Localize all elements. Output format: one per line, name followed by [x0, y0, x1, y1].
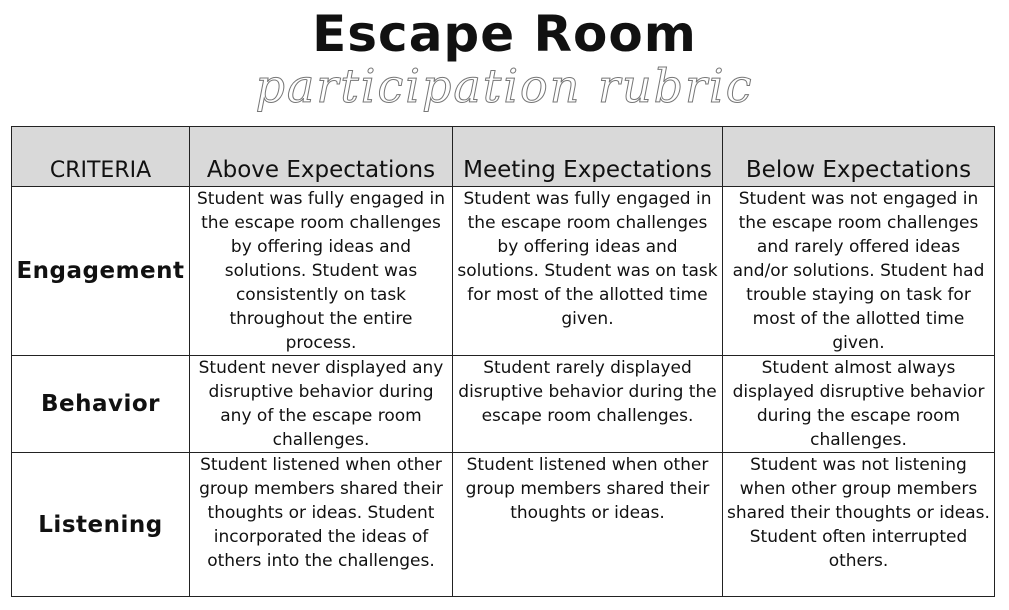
page-subtitle: participation rubric — [255, 59, 754, 113]
criteria-listening: Listening — [12, 453, 190, 597]
header-row — [12, 127, 995, 187]
cell-below: Student almost always displayed disruptive behavior during the escape room challenges. — [723, 356, 995, 453]
table-row — [12, 453, 995, 597]
cell-meeting: Student rarely displayed disruptive behavior during the escape room challenges. — [453, 356, 723, 453]
cell-meeting: Student was fully engaged in the escape room challenges by offering ideas and solutions. Student was on task for most of the allotted time given. — [453, 187, 723, 356]
cell-below: Student was not listening when other group members shared their thoughts or ideas. Student often interrupted others. — [723, 453, 995, 597]
header-below-expectations: Below Expectations — [723, 127, 995, 187]
criteria-behavior: Behavior — [12, 356, 190, 453]
cell-below: Student was not engaged in the escape room challenges and rarely offered ideas and/or solutions. Student had trouble staying on task for most of the allotted time given. — [723, 187, 995, 356]
header-criteria: CRITERIA — [12, 127, 190, 187]
cell-meeting: Student listened when other group members shared their thoughts or ideas. — [453, 453, 723, 597]
table-row — [12, 187, 995, 356]
cell-above: Student was fully engaged in the escape room challenges by offering ideas and solutions. Student was consistently on task throughout the entire process. — [190, 187, 453, 356]
header-meeting-expectations: Meeting Expectations — [453, 127, 723, 187]
rubric-table — [11, 126, 995, 597]
rubric-header — [12, 127, 995, 187]
header-above-expectations: Above Expectations — [190, 127, 453, 187]
cell-above: Student never displayed any disruptive behavior during any of the escape room challenges. — [190, 356, 453, 453]
table-row — [12, 356, 995, 453]
cell-above: Student listened when other group members shared their thoughts or ideas. Student incorporated the ideas of others into the challenges. — [190, 453, 453, 597]
criteria-engagement: Engagement — [12, 187, 190, 356]
page-title: Escape Room — [312, 5, 697, 63]
